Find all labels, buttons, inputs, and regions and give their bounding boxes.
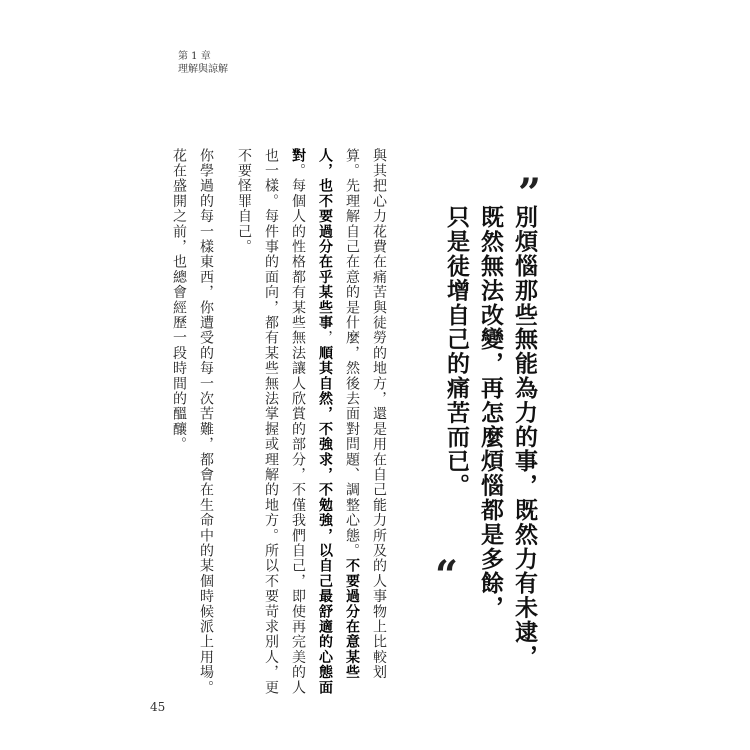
text-span: ， xyxy=(317,330,333,346)
bold-text: 順其自然，不強求，不勉強，以自己最舒適的心態面 xyxy=(317,345,333,696)
bold-text: 對 xyxy=(290,148,306,164)
body-line: 不要怪罪自己。 xyxy=(236,148,252,255)
body-line xyxy=(342,148,362,680)
bold-text: 不要過分在意某些 xyxy=(344,558,360,681)
quote-line-2: 既然無法改變，再怎麼煩惱都是多餘， xyxy=(477,205,503,620)
opening-quote-mark: ” xyxy=(518,170,542,217)
closing-quote-mark: “ xyxy=(435,552,459,599)
body-line xyxy=(315,148,335,695)
page-number: 45 xyxy=(150,700,166,714)
running-header xyxy=(178,50,228,76)
body-line xyxy=(288,148,308,695)
quote-line-1: 別煩惱那些無能為力的事，既然力有未逮， xyxy=(511,205,537,669)
bold-text: 人，也不要過分在乎某些事 xyxy=(317,148,333,331)
chapter-number: 第 1 章 xyxy=(178,51,211,62)
quote-line-3: 只是徒增自己的痛苦而已。 xyxy=(443,205,469,498)
body-line: 與其把心力花費在痛苦與徒勞的地方，還是用在自己能力所及的人事物上比較划 xyxy=(371,148,387,680)
body-line: 花在盛開之前，也總會經歷一段時間的醞釀。 xyxy=(171,148,187,452)
body-line: 也一樣。每件事的面向，都有某些無法掌握或理解的地方。所以不要苛求別人，更 xyxy=(263,148,279,696)
body-line: 你學過的每一樣東西，你遭受的每一次苦難，都會在生命中的某個時候派上用場。 xyxy=(198,148,214,696)
text-span: 。每個人的性格都有某些無法讓人欣賞的部分，不僅我們自己，即使再完美的人 xyxy=(290,163,306,696)
chapter-title: 理解與諒解 xyxy=(178,64,228,75)
text-span: 算。先理解自己在意的是什麼，然後去面對問題、調整心態。 xyxy=(344,148,360,559)
